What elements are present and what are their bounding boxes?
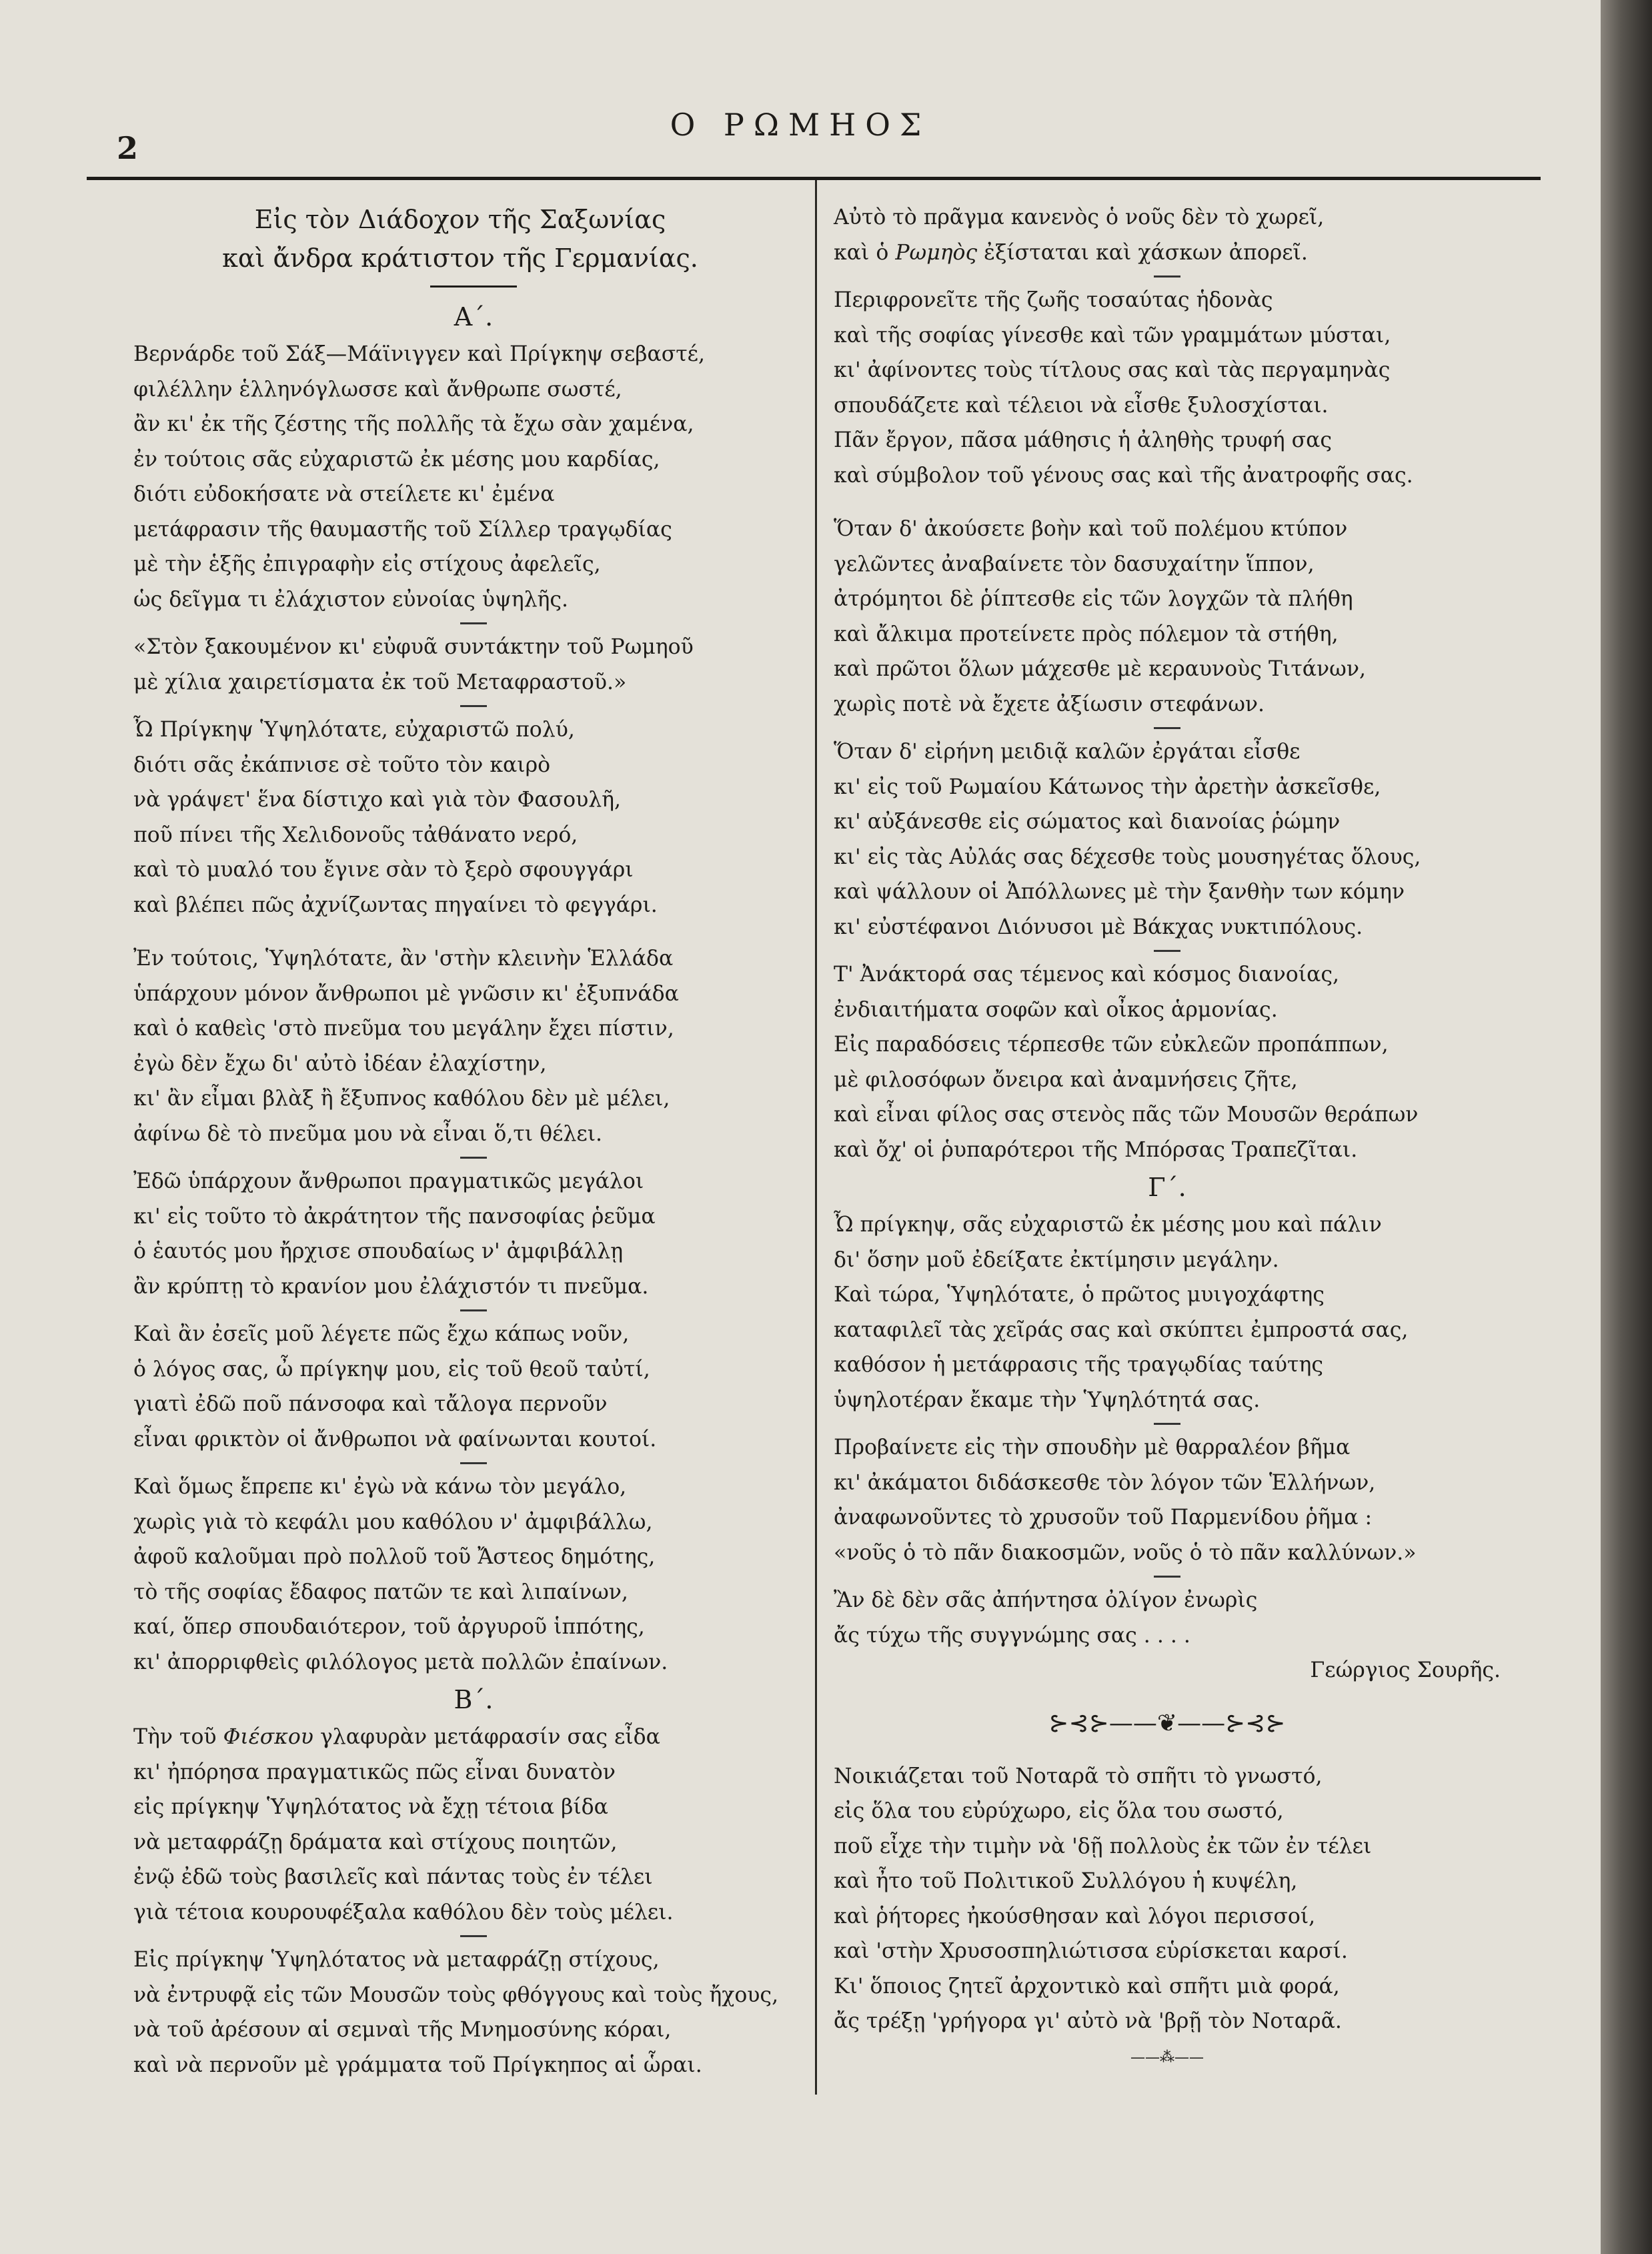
verse-line: ὡς δεῖγμα τι ἐλάχιστον εὐνοίας ὑψηλῆς. [133, 587, 569, 612]
verse-line: Ὦ πρίγκηψ, σᾶς εὐχαριστῶ ἐκ μέσης μου καὶ πάλιν [834, 1213, 1382, 1237]
verse-line: ἐνῷ ἐδῶ τοὺς βασιλεῖς καὶ πάντας τοὺς ἐν τέλει [133, 1865, 653, 1889]
verse-line: νὰ γράψετ' ἕνα δίστιχο καὶ γιὰ τὸν Φασουλῆ, [133, 788, 622, 812]
verse-line: Νοικιάζεται τοῦ Νοταρᾶ τὸ σπῆτι τὸ γνωστό, [834, 1764, 1323, 1788]
verse-line: ἀφίνω δὲ τὸ πνεῦμα μου νὰ εἶναι ὅ,τι θέλει. [133, 1121, 603, 1146]
section-b-heading: Β΄. [454, 1685, 494, 1714]
verse-line: Εἰς πρίγκηψ Ὑψηλότατος νὰ μεταφράζῃ στίχους, [133, 1948, 660, 1972]
verse-line: κι' εὐστέφανοι Διόνυσοι μὲ Βάκχας νυκτιπόλους. [834, 915, 1363, 939]
verse-line: «Στὸν ξακουμένον κι' εὐφυᾶ συντάκτην τοῦ Ρωμηοῦ [133, 635, 694, 659]
verse-line: εἶναι φρικτὸν οἱ ἄνθρωποι νὰ φαίνωνται κουτοί. [133, 1427, 657, 1452]
verse-line: μὲ τὴν ἑξῆς ἐπιγραφὴν εἰς στίχους ἀφελεῖς, [133, 552, 601, 576]
verse-line: νὰ τοῦ ἀρέσουν αἱ σεμναὶ τῆς Μνημοσύνης κόραι, [133, 2018, 672, 2042]
verse-line: καὶ σύμβολον τοῦ γένους σας καὶ τῆς ἀνατροφῆς σας. [834, 463, 1413, 488]
verse-line: μὲ χίλια χαιρετίσματα ἐκ τοῦ Μεταφραστοῦ.» [133, 670, 627, 694]
verse-line: κι' ἂν εἶμαι βλὰξ ἢ ἔξυπνος καθόλου δὲν μὲ μέλει, [133, 1087, 670, 1111]
stanza-r5 [834, 957, 1501, 1167]
stanza-r7 [834, 1430, 1501, 1570]
verse-line: καὶ βλέπει πῶς ἀχνίζωντας πηγαίνει τὸ φεγγάρι. [133, 893, 658, 917]
verse-line: Ἂν δὲ δὲν σᾶς ἀπήντησα ὀλίγον ἐνωρὶς [834, 1588, 1258, 1612]
verse-line: Βερνάρδε τοῦ Σάξ—Μάϊνιγγεν καὶ Πρίγκηψ σεβαστέ, [133, 342, 706, 366]
stanza-r8 [834, 1583, 1501, 1653]
ornament-divider: ⊱⊰⊱——❦——⊱⊰⊱ [1048, 1709, 1286, 1737]
stanza-gap [834, 493, 1501, 512]
verse-line: Ὅταν δ' ἀκούσετε βοὴν καὶ τοῦ πολέμου κτύπον [834, 517, 1348, 541]
verse-line: ἂν κρύπτῃ τὸ κρανίον μου ἐλάχιστόν τι πνεῦμα. [133, 1274, 649, 1299]
verse-line: Τ' Ἀνάκτορά σας τέμενος καὶ κόσμος διανοίας, [834, 963, 1340, 987]
left-column [133, 200, 814, 2083]
verse-line: δι' ὅσην μοῦ ἐδείξατε ἐκτίμησιν μεγάλην. [834, 1247, 1279, 1272]
stanza-gap [133, 923, 814, 941]
verse-line: καὶ ῥήτορες ἠκούσθησαν καὶ λόγοι περισσοί, [834, 1904, 1316, 1928]
section-c-heading: Γ΄. [1148, 1173, 1186, 1202]
stanza-separator [1154, 1576, 1180, 1578]
stanza-separator [460, 705, 487, 707]
verse-line: χωρὶς γιὰ τὸ κεφάλι μου καθόλου ν' ἀμφιβάλλω, [133, 1510, 653, 1534]
verse-line: ἀτρόμητοι δὲ ῥίπτεσθε εἰς τῶν λογχῶν τὰ πλήθη [834, 587, 1353, 611]
verse-line: κι' εἰς τοῦτο τὸ ἀκράτητον τῆς πανσοφίας ῥεῦμα [133, 1204, 656, 1229]
verse-line: ἐν τούτοις σᾶς εὐχαριστῶ ἐκ μέσης μου καρδίας, [133, 447, 660, 472]
column-divider [815, 180, 817, 2095]
author-signature: Γεώργιος Σουρῆς. [1310, 1658, 1501, 1682]
verse-line: καὶ ψάλλουν οἱ Ἀπόλλωνες μὲ τὴν ξανθὴν των κόμην [834, 880, 1405, 904]
poem-title-line-1: Εἰς τὸν Διάδοχον τῆς Σαξωνίας [254, 205, 666, 234]
verse-line [133, 1720, 814, 1755]
verse-line: σπουδάζετε καὶ τέλειοι νὰ εἶσθε ξυλοσχίσται. [834, 393, 1329, 418]
verse-line: ποῦ εἶχε τὴν τιμὴν νὰ 'δῇ πολλοὺς ἐκ τῶν ἐν τέλει [834, 1834, 1372, 1858]
verse-line: κι' ἀφίνοντες τοὺς τίτλους σας καὶ τὰς περγαμηνὰς [834, 358, 1391, 382]
stanza-1 [133, 337, 814, 617]
stanza-separator [460, 1462, 487, 1464]
verse-line: ὁ λόγος σας, ὦ πρίγκηψ μου, εἰς τοῦ θεοῦ ταὐτί, [133, 1357, 650, 1381]
stanza-9 [133, 1942, 814, 2083]
verse-line: Καὶ τώρα, Ὑψηλότατε, ὁ πρῶτος μυιγοχάφτης [834, 1283, 1325, 1307]
verse-line: γιὰ τέτοια κουρουφέξαλα καθόλου δὲν τοὺς μέλει. [133, 1900, 674, 1924]
stanza-5 [133, 1164, 814, 1304]
verse-line: γιατὶ ἐδῶ ποῦ πάνσοφα καὶ τἄλογα περνοῦν [133, 1392, 608, 1416]
header-rule [87, 177, 1541, 180]
verse-text: καὶ ὁ [834, 240, 896, 265]
verse-line: Ἐν τούτοις, Ὑψηλότατε, ἂν 'στὴν κλεινὴν Ἑλλάδα [133, 947, 674, 971]
verse-line: καί, ὅπερ σπουδαιότερον, τοῦ ἀργυροῦ ἱππότης, [133, 1615, 645, 1639]
verse-line: ἐνδιαιτήματα σοφῶν καὶ οἶκος ἁρμονίας. [834, 997, 1278, 1022]
stanza-separator [1154, 950, 1180, 952]
verse-line: ὁ ἑαυτός μου ἤρχισε σπουδαίως ν' ἀμφιβάλλῃ [133, 1239, 624, 1263]
verse-line: Καὶ ὅμως ἔπρεπε κι' ἐγὼ νὰ κάνω τὸν μεγάλο, [133, 1475, 627, 1499]
italic-title: Ρωμηὸς [895, 240, 978, 265]
end-ornament: ——⁂—— [1130, 2049, 1204, 2066]
verse-line: καὶ ἄλκιμα προτείνετε πρὸς πόλεμον τὰ στήθη, [834, 622, 1339, 646]
verse-line: καὶ ἦτο τοῦ Πολιτικοῦ Συλλόγου ἡ κυψέλη, [834, 1869, 1298, 1893]
verse-line: Περιφρονεῖτε τῆς ζωῆς τοσαύτας ἡδονὰς [834, 288, 1273, 312]
stanza-separator [460, 1157, 487, 1159]
verse-line: διότι σᾶς ἐκάπνισε σὲ τοῦτο τὸν καιρὸ [133, 752, 551, 777]
verse-line: διότι εὐδοκήσατε νὰ στείλετε κι' ἐμένα [133, 482, 555, 506]
verse-line: καὶ ὁ καθεὶς 'στὸ πνεῦμα του μεγάλην ἔχει πίστιν, [133, 1017, 674, 1041]
stanza-separator [1154, 275, 1180, 277]
verse-line: ὑψηλοτέραν ἔκαμε τὴν Ὑψηλότητά σας. [834, 1387, 1261, 1412]
verse-line: χωρὶς ποτὲ νὰ ἔχετε ἀξίωσιν στεφάνων. [834, 692, 1265, 716]
verse-line: εἰς πρίγκηψ Ὑψηλότατος νὰ ἔχῃ τέτοια βίδα [133, 1795, 608, 1819]
verse-text: Τὴν τοῦ [133, 1725, 223, 1749]
verse-line: Πᾶν ἔργον, πᾶσα μάθησις ἡ ἀληθὴς τρυφή σας [834, 428, 1333, 452]
verse-line: καὶ ὄχ' οἱ ῥυπαρότεροι τῆς Μπόρσας Τραπεζῖται. [834, 1137, 1358, 1162]
stanza-r1 [834, 200, 1501, 270]
verse-line: καὶ εἶναι φίλος σας στενὸς πᾶς τῶν Μουσῶν θεράπων [834, 1103, 1419, 1127]
stanza-r3 [834, 512, 1501, 722]
verse-text: γλαφυρὰν μετάφρασίν σας εἶδα [313, 1725, 660, 1749]
verse-line: κι' εἰς τὰς Αὐλάς σας δέχεσθε τοὺς μουσηγέτας ὅλους, [834, 844, 1421, 869]
right-column [834, 200, 1501, 2071]
verse-line: ὑπάρχουν μόνον ἄνθρωποι μὲ γνῶσιν κι' ἐξυπνάδα [133, 981, 679, 1006]
verse-line: ποῦ πίνει τῆς Χελιδονοῦς τἀθάνατο νερό, [133, 822, 578, 847]
poem-title-line-2: καὶ ἄνδρα κράτιστον τῆς Γερμανίας. [222, 243, 698, 273]
verse-line: Προβαίνετε εἰς τὴν σπουδὴν μὲ θαρραλέον βῆμα [834, 1436, 1351, 1460]
verse-text: ἐξίσταται καὶ χάσκων ἀπορεῖ. [977, 240, 1308, 265]
verse-line: καὶ τὸ μυαλό του ἔγινε σὰν τὸ ξερὸ σφουγγάρι [133, 858, 634, 882]
verse-line: ἄς τύχω τῆς συγγνώμης σας . . . . [834, 1623, 1190, 1648]
page-number: 2 [117, 130, 139, 166]
verse-line: μετάφρασιν τῆς θαυμαστῆς τοῦ Σίλλερ τραγῳδίας [133, 517, 672, 542]
verse-line: Κι' ὅποιος ζητεῖ ἀρχοντικὸ καὶ σπῆτι μιὰ φορά, [834, 1974, 1340, 1999]
book-spine-edge [1601, 0, 1652, 2254]
verse-line: κι' αὐξάνεσθε εἰς σώματος καὶ διανοίας ῥώμην [834, 810, 1341, 834]
verse-line: καὶ 'στὴν Χρυσοσπηλιώτισσα εὑρίσκεται καρσί. [834, 1939, 1348, 1963]
verse-line: κι' εἰς τοῦ Ρωμαίου Κάτωνος τὴν ἀρετὴν ἀσκεῖσθε, [834, 774, 1381, 799]
verse-line: ἀναφωνοῦντες τὸ χρυσοῦν τοῦ Παρμενίδου ῥῆμα : [834, 1506, 1373, 1530]
stanza-2 [133, 630, 814, 700]
verse-line: Καὶ ἂν ἐσεῖς μοῦ λέγετε πῶς ἔχω κάπως νοῦν, [133, 1322, 630, 1346]
verse-line: μὲ φιλοσόφων ὄνειρα καὶ ἀναμνήσεις ζῆτε, [834, 1067, 1298, 1092]
verse-line: κι' ἠπόρησα πραγματικῶς πῶς εἶναι δυνατὸν [133, 1760, 616, 1784]
verse-line: καταφιλεῖ τὰς χεῖράς σας καὶ σκύπτει ἐμπροστά σας, [834, 1317, 1409, 1342]
newspaper-title: Ο ΡΩΜΗΟΣ [670, 107, 931, 143]
verse-line: κι' ἀπορριφθεὶς φιλόλογος μετὰ πολλῶν ἐπαίνων. [133, 1650, 668, 1674]
verse-line [834, 235, 1501, 271]
verse-line: καὶ νὰ περνοῦν μὲ γράμματα τοῦ Πρίγκηπος αἱ ὧραι. [133, 2053, 702, 2077]
stanza-separator [460, 622, 487, 624]
stanza-r9 [834, 1759, 1501, 2039]
verse-line: Ὦ Πρίγκηψ Ὑψηλότατε, εὐχαριστῶ πολύ, [133, 718, 575, 742]
verse-line: Αὐτὸ τὸ πρᾶγμα κανενὸς ὁ νοῦς δὲν τὸ χωρεῖ, [834, 205, 1325, 229]
stanza-r2 [834, 283, 1501, 493]
stanza-4 [133, 941, 814, 1151]
stanza-3 [133, 712, 814, 923]
verse-line: καθόσον ἡ μετάφρασις τῆς τραγῳδίας ταύτης [834, 1353, 1323, 1377]
verse-line: κι' ἀκάματοι διδάσκεσθε τὸν λόγον τῶν Ἑλλήνων, [834, 1470, 1376, 1495]
section-a-heading: Α΄. [454, 302, 494, 332]
stanza-separator [1154, 727, 1180, 729]
verse-line: νὰ ἐντρυφᾷ εἰς τῶν Μουσῶν τοὺς φθόγγους καὶ τοὺς ἤχους, [133, 1983, 779, 2007]
stanza-8 [133, 1720, 814, 1930]
stanza-separator [460, 1309, 487, 1311]
verse-line: εἰς ὅλα του εὐρύχωρο, εἰς ὅλα του σωστό, [834, 1799, 1284, 1823]
verse-line: ἐγὼ δὲν ἔχω δι' αὐτὸ ἰδέαν ἐλαχίστην, [133, 1051, 547, 1076]
verse-line: ἄς τρέξῃ 'γρήγορα γι' αὐτὸ νὰ 'βρῇ τὸν Νοταρᾶ. [834, 2009, 1342, 2033]
stanza-7 [133, 1470, 814, 1680]
verse-line: Ἐδῶ ὑπάρχουν ἄνθρωποι πραγματικῶς μεγάλοι [133, 1169, 644, 1193]
verse-line: Ὅταν δ' εἰρήνη μειδιᾷ καλῶν ἐργάται εἶσθε [834, 740, 1301, 764]
verse-line: τὸ τῆς σοφίας ἔδαφος πατῶν τε καὶ λιπαίνων, [133, 1580, 628, 1604]
stanza-r4 [834, 734, 1501, 945]
verse-line: καὶ τῆς σοφίας γίνεσθε καὶ τῶν γραμμάτων μύσται, [834, 323, 1391, 348]
stanza-r6 [834, 1207, 1501, 1418]
verse-line: ἂν κι' ἐκ τῆς ζέστης τῆς πολλῆς τὰ ἔχω σὰν χαμένα, [133, 412, 694, 436]
stanza-separator [460, 1935, 487, 1937]
verse-line: καὶ πρῶτοι ὅλων μάχεσθε μὲ κεραυνοὺς Τιτάνων, [834, 657, 1367, 681]
title-rule [430, 286, 517, 288]
verse-line: νὰ μεταφράζῃ δράματα καὶ στίχους ποιητῶν, [133, 1830, 618, 1854]
verse-line: φιλέλλην ἑλληνόγλωσσε καὶ ἄνθρωπε σωστέ, [133, 377, 622, 402]
verse-line: γελῶντες ἀναβαίνετε τὸν δασυχαίτην ἵππον, [834, 552, 1315, 576]
verse-line: «νοῦς ὁ τὸ πᾶν διακοσμῶν, νοῦς ὁ τὸ πᾶν καλλύνων.» [834, 1540, 1417, 1565]
stanza-6 [133, 1317, 814, 1457]
italic-title: Φιέσκου [223, 1725, 313, 1749]
stanza-separator [1154, 1423, 1180, 1425]
verse-line: Εἰς παραδόσεις τέρπεσθε τῶν εὐκλεῶν προπάππων, [834, 1033, 1389, 1057]
verse-line: ἀφοῦ καλοῦμαι πρὸ πολλοῦ τοῦ Ἄστεος δημότης, [133, 1545, 656, 1569]
